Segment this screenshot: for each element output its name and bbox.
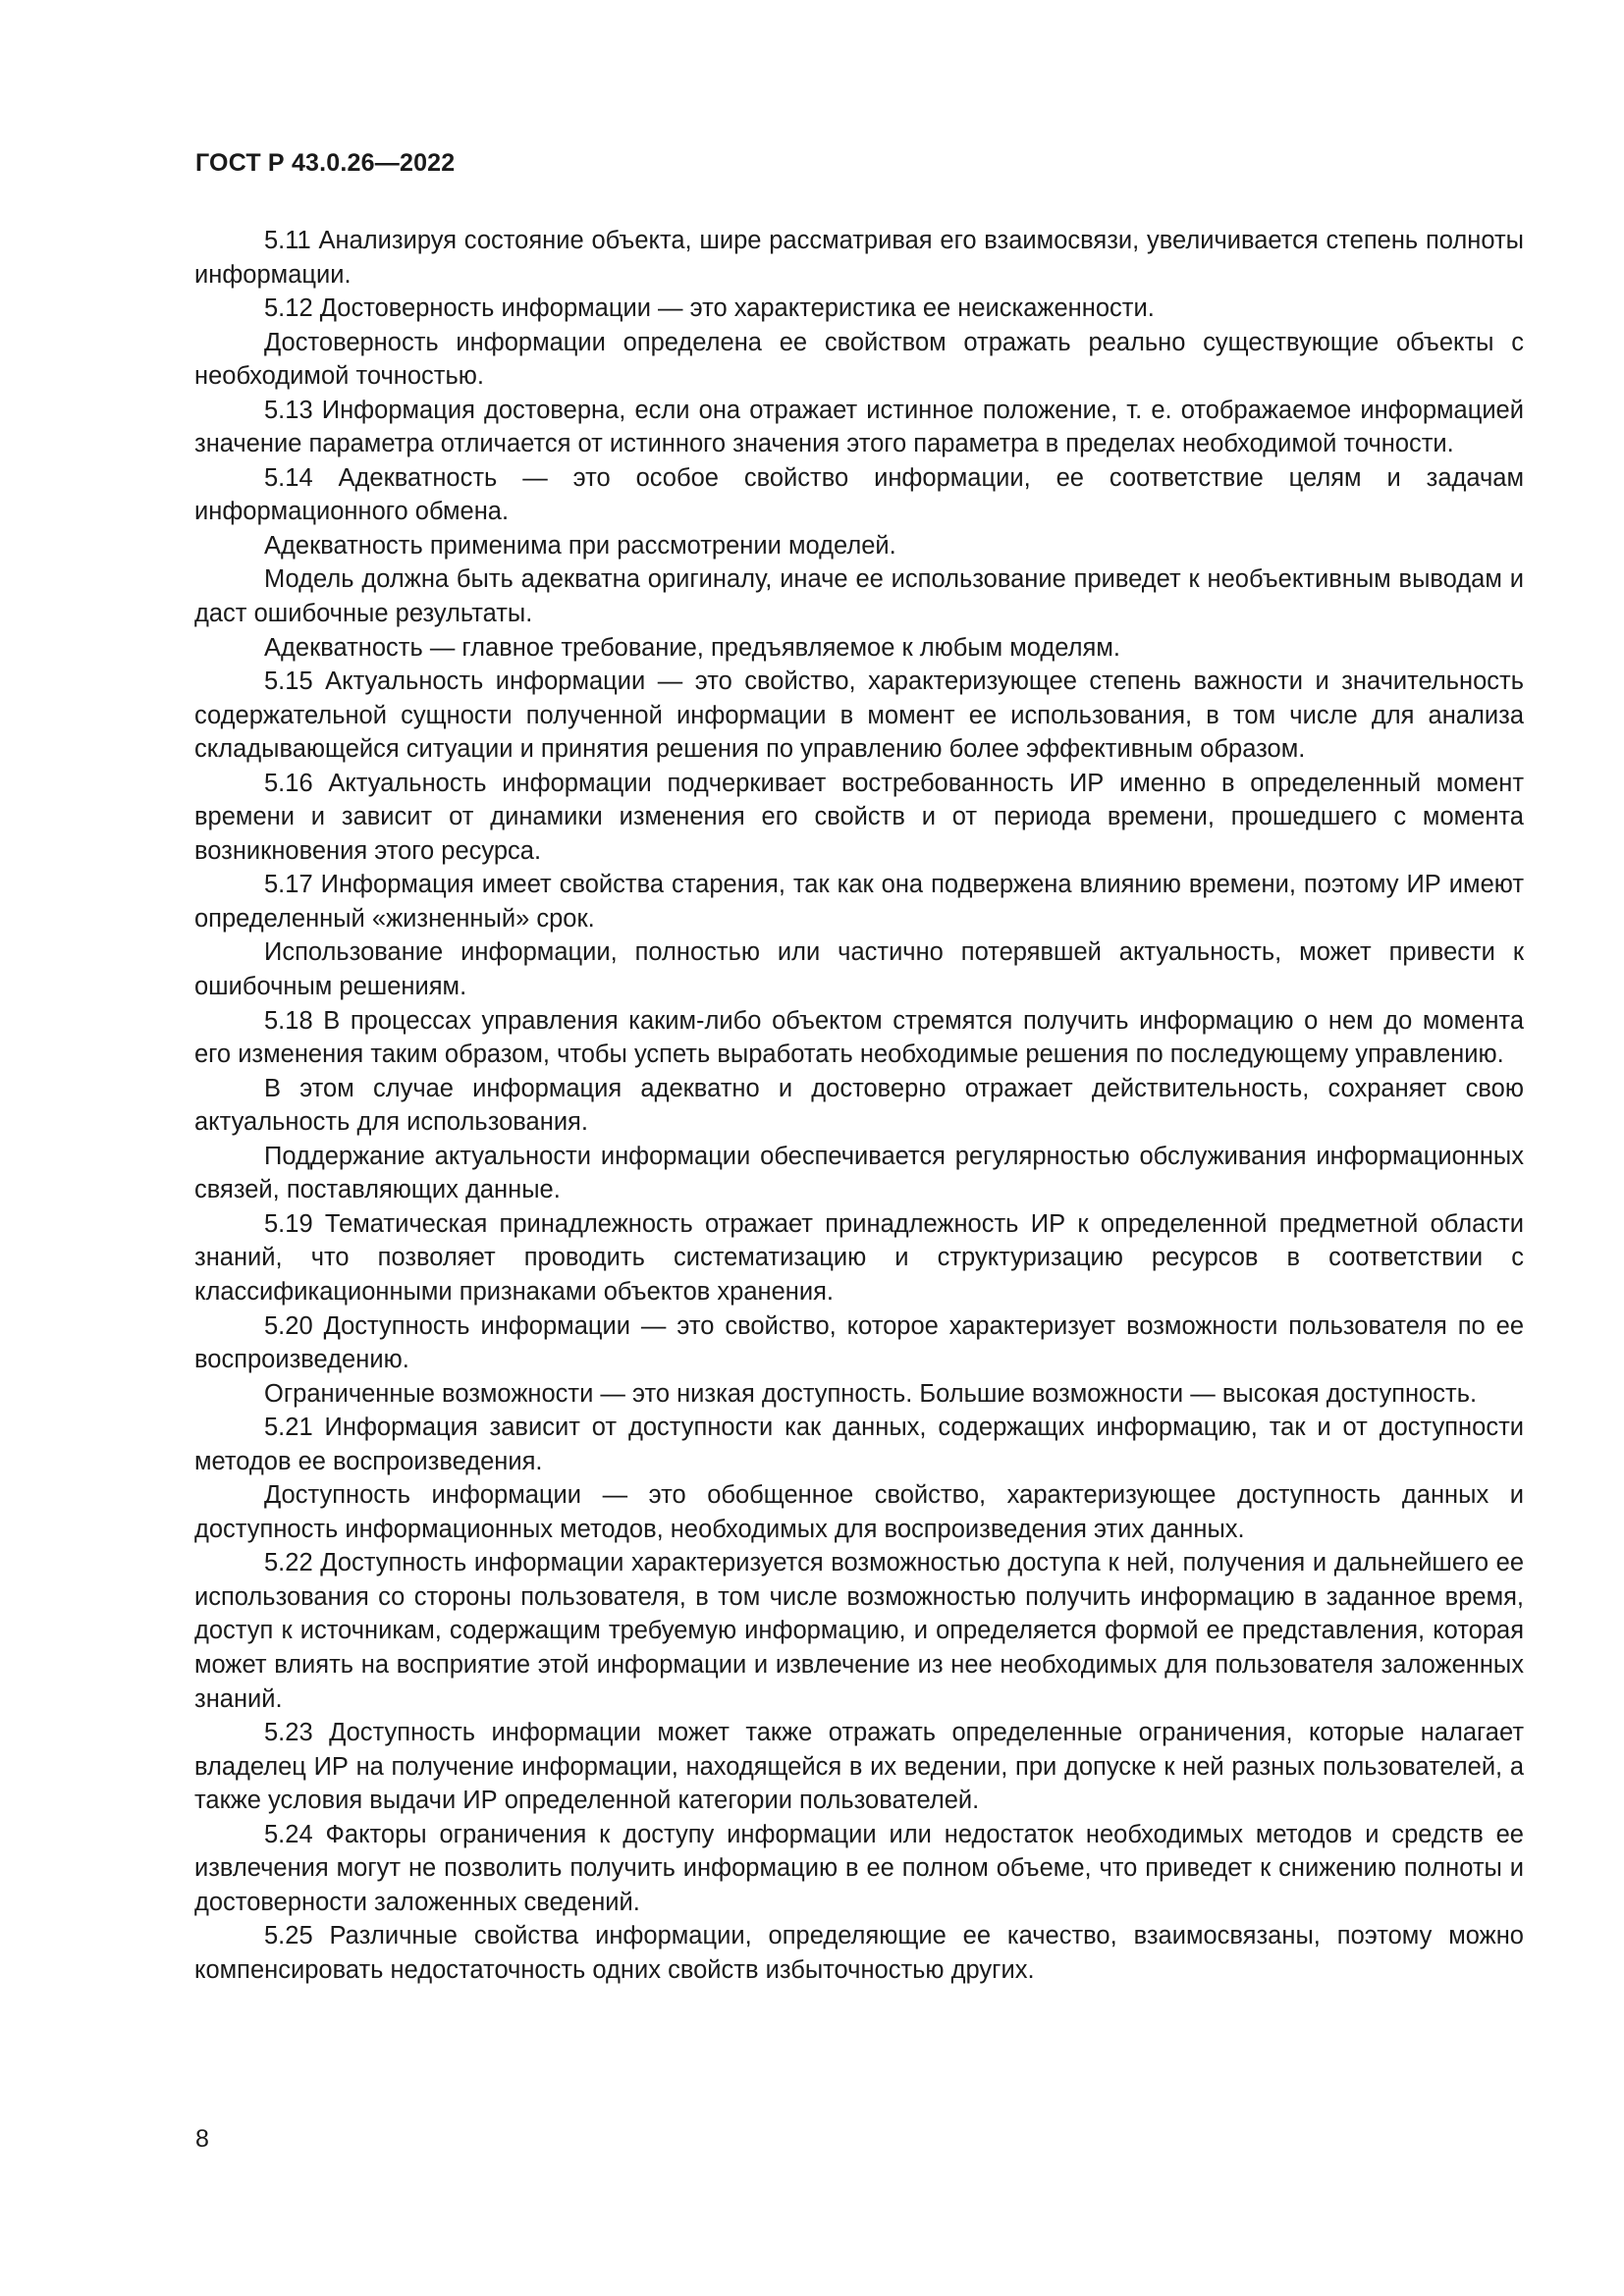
document-header: ГОСТ Р 43.0.26—2022 <box>195 149 456 177</box>
paragraph: 5.16 Актуальность информации подчеркивает востребованность ИР именно в определенный момент времени и зависит от динамики изменения его свойств и от периода времени, прошедшего с момента возникновения этого ресурса. <box>194 769 1524 865</box>
paragraph: 5.23 Доступность информации может также отражать определенные ограничения, которые налагает владелец ИР на получение информации, находящейся в их ведении, при допуске к ней разных пользователей, а также условия выдачи ИР определенной категории пользователей. <box>194 1719 1524 1815</box>
paragraph: 5.22 Доступность информации характеризуется возможностью доступа к ней, получения и дальнейшего ее использования со стороны пользователя, в том числе возможностью получить информацию в заданное время, доступ к источникам, содержащим требуемую информацию, и определяется формой ее представления, которая может влиять на восприятие этой информации и извлечение из нее необходимых для пользователя заложенных знаний. <box>194 1549 1524 1713</box>
paragraph: Адекватность — главное требование, предъявляемое к любым моделям. <box>264 633 1120 662</box>
paragraph: 5.12 Достоверность информации — это характеристика ее неискаженности. <box>264 294 1155 323</box>
paragraph: В этом случае информация адекватно и достоверно отражает действительность, сохраняет свою актуальность для использования. <box>194 1074 1524 1137</box>
paragraph: 5.13 Информация достоверна, если она отражает истинное положение, т. е. отображаемое информацией значение параметра отличается от истинного значения этого параметра в пределах необходимой точности. <box>194 396 1524 458</box>
paragraph: Модель должна быть адекватна оригиналу, иначе ее использование приведет к необъективным выводам и даст ошибочные результаты. <box>194 565 1524 628</box>
paragraph: Поддержание актуальности информации обеспечивается регулярностью обслуживания информационных связей, поставляющих данные. <box>194 1142 1524 1204</box>
paragraph: 5.24 Факторы ограничения к доступу информации или недостаток необходимых методов и средств ее извлечения могут не позволить получить информацию в ее полном объеме, что приведет к снижению полноты и достоверности заложенных сведений. <box>194 1820 1524 1916</box>
paragraph: 5.17 Информация имеет свойства старения, так как она подвержена влиянию времени, поэтому ИР имеют определенный «жизненный» срок. <box>194 871 1524 933</box>
paragraph: Достоверность информации определена ее свойством отражать реально существующие объекты с необходимой точностью. <box>194 328 1524 391</box>
paragraph: 5.11 Анализируя состояние объекта, шире рассматривая его взаимосвязи, увеличивается степень полноты информации. <box>194 227 1524 289</box>
paragraph: 5.21 Информация зависит от доступности как данных, содержащих информацию, так и от доступности методов ее воспроизведения. <box>194 1414 1524 1475</box>
paragraph: 5.18 В процессах управления каким-либо объектом стремятся получить информацию о нем до момента его изменения таким образом, чтобы успеть выработать необходимые решения по последующему управлению. <box>194 1006 1524 1069</box>
paragraph: Доступность информации — это обобщенное свойство, характеризующее доступность данных и доступность информационных методов, необходимых для воспроизведения этих данных. <box>194 1481 1524 1543</box>
paragraph: 5.15 Актуальность информации — это свойство, характеризующее степень важности и значительность содержательной сущности полученной информации в момент ее использования, в том числе для анализа складывающейся ситуации и принятия решения по управлению более эффективным образом. <box>194 667 1524 764</box>
paragraph: 5.19 Тематическая принадлежность отражает принадлежность ИР к определенной предметной области знаний, что позволяет проводить систематизацию и структуризацию ресурсов в соответствии с классификационными признаками объектов хранения. <box>194 1209 1524 1306</box>
paragraph: 5.20 Доступность информации — это свойство, которое характеризует возможности пользователя по ее воспроизведению. <box>194 1311 1524 1374</box>
paragraph: 5.14 Адекватность — это особое свойство информации, ее соответствие целям и задачам информационного обмена. <box>194 463 1524 526</box>
paragraph: Ограниченные возможности — это низкая доступность. Большие возможности — высокая доступность. <box>264 1379 1478 1408</box>
document-body <box>194 224 1524 1987</box>
paragraph: Использование информации, полностью или частично потерявшей актуальность, может привести к ошибочным решениям. <box>194 938 1524 1001</box>
paragraph: Адекватность применима при рассмотрении моделей. <box>264 531 896 560</box>
paragraph: 5.25 Различные свойства информации, определяющие ее качество, взаимосвязаны, поэтому можно компенсировать недостаточность одних свойств избыточностью других. <box>194 1922 1524 1984</box>
page-number: 8 <box>195 2125 209 2153</box>
